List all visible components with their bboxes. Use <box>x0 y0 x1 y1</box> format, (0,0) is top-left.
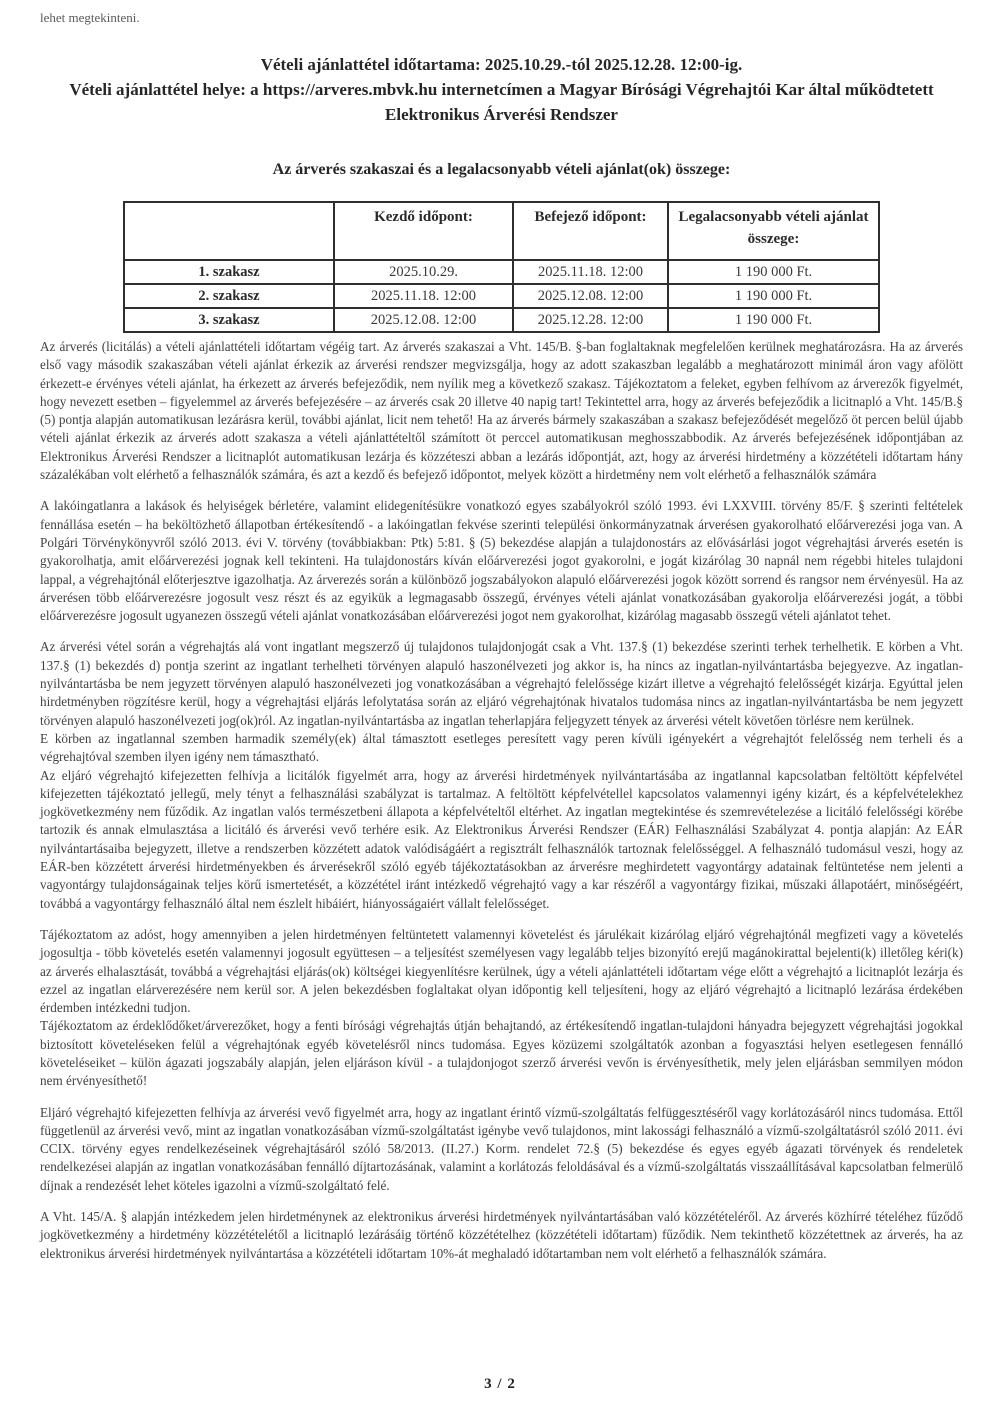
header-stage <box>124 202 334 260</box>
stage-end: 2025.12.28. 12:00 <box>513 308 668 332</box>
legal-paragraph: Tájékoztatom az érdeklődőket/árverezőket, hogy a fenti bírósági végrehajtás útján behajtandó, az értékesítendő ingatlan-tulajdoni hányadra bejegyzett végrehajtási jogokkal biztosított követeléseken felül a végrehajtónak egyéb követelésről nincs tudomása. Egyes közüzemi szolgáltatók azonban a fogyasztási helyen esetlegesen fennálló követeléseiket – külön ágazati jogszabály alapján, jelen eljáráson kívül - a tulajdonjogot szerző árverési vevőn is érvényesíthetik, mely jelen eljárásban semmilyen módon nem érvényesíthető! <box>40 1018 963 1089</box>
stage-label: 3. szakasz <box>124 308 334 332</box>
header-minimum-bid: Legalacsonyabb vételi ajánlat összege: <box>668 202 879 260</box>
table-row <box>124 308 879 332</box>
header-start-time: Kezdő időpont: <box>334 202 513 260</box>
auction-stages-table <box>123 201 880 333</box>
stage-amount: 1 190 000 Ft. <box>668 308 879 332</box>
table-header-row <box>124 202 879 260</box>
stage-label: 1. szakasz <box>124 260 334 284</box>
legal-text-section <box>40 338 963 1263</box>
stage-start: 2025.12.08. 12:00 <box>334 308 513 332</box>
stage-amount: 1 190 000 Ft. <box>668 260 879 284</box>
section-heading: Az árverés szakaszai és a legalacsonyabb vételi ajánlat(ok) összege: <box>272 161 731 178</box>
auction-period-title: Vételi ajánlattétel időtartama: 2025.10.29.-tól 2025.12.28. 12:00-ig. <box>260 55 743 74</box>
legal-paragraph: Az eljáró végrehajtó kifejezetten felhívja a licitálók figyelmét arra, hogy az árverési hirdetmények nyilvántartásába az ingatlannal kapcsolatban feltöltött képfelvétel kifejezetten tájékoztató jellegű, mely tényt a felhasználási szabályzat is tartalmaz. A feltöltött képfelvétellel kapcsolatos valamennyi igény kizárt, és a képfelvételekhez jogkövetkezmény nem fűződik. Az ingatlan valós természetbeni állapota a képfelvételtől eltérhet. Az ingatlan megtekintése és szemrevételezése a licitáló felelősségi körébe tartozik és annak elmulasztása a licitáló és árverési vevő terhére esik. Az Elektronikus Árverési Rendszer (EÁR) Felhasználási Szabályzat 4. pontja alapján: Az EÁR nyilvántartásaiba bejegyzett, illetve a rendszerben közzétett adatok valódiságáért a regisztrált felhasználók tartoznak felelősséggel. A felhasználó tudomásul veszi, hogy az EÁR-ben közzétett árverési hirdetményekben és árverésekről szóló egyéb tájékoztatásokban az árverésre meghirdetett vagyontárgy adatainak feltüntetése nem jelenti a vagyontárgy tulajdonságainak teljes körű ismertetését, a közzététel iránt intézkedő végrehajtó vagy a kar részéről a vagyontárgy fizikai, műszaki állapotáért, minőségéért, továbbá a vagyontárgy felhasználó által nem észlelt hibáiért, hiányosságaiért vállalt felelősséget. <box>40 767 963 911</box>
legal-paragraph: E körben az ingatlannal szemben harmadik személy(ek) által támasztott esetleges peresített vagy peren kívüli igényekért a végrehajtót felelősség nem terheli és a végrehajtóval szemben ilyen igény nem támasztható. <box>40 730 963 765</box>
legal-paragraph: Eljáró végrehajtó kifejezetten felhívja az árverési vevő figyelmét arra, hogy az ingatlant érintő vízmű-szolgáltatás felfüggesztéséről vagy korlátozásáról nincs tudomása. Ettől függetlenül az árverési vevő, mint az ingatlan vonatkozásában vízmű-szolgáltatást igénybe vevő tulajdonos, mint lakossági felhasználó a vízmű-szolgáltatásról szóló 2011. évi CCIX. törvény egyes rendelkezéseinek végrehajtásáról szóló 58/2013. (II.27.) Korm. rendelet 72.§ (5) bekezdése és egyes egyéb ágazati törvények és rendeletek rendelkezései alapján az ingatlan vonatkozásában fennálló díjtartozásának, valamint a korlátozás feloldásával és a vízmű-szolgáltatás visszaállításával kapcsolatban felmerülő díjnak a rendezését lehet köteles igazolni a vízmű-szolgáltató felé. <box>40 1104 963 1193</box>
stage-amount: 1 190 000 Ft. <box>668 284 879 308</box>
stage-start: 2025.10.29. <box>334 260 513 284</box>
stage-end: 2025.11.18. 12:00 <box>513 260 668 284</box>
page-number: 3 / 2 <box>484 1376 516 1392</box>
stage-label: 2. szakasz <box>124 284 334 308</box>
legal-paragraph: Tájékoztatom az adóst, hogy amennyiben a jelen hirdetményen feltüntetett valamennyi követelést és járulékait kizárólag eljáró végrehajtónál megfizeti vagy a követelés jogosultja - több követelés esetén valamennyi jogosult együttesen – a teljesítést személyesen vagy legalább teljes bizonyító erejű magánokirattal bejelenti(k) illetőleg kéri(k) az árverés elhalasztását, továbbá a végrehajtási eljárás(ok) költségei kiegyenlítésre kerülnek, úgy a vételi ajánlattételi időtartam vége előtt a végrehajtó a licitnaplót lezárja és ezzel az ingatlan elárverezésére nem kerül sor. A jelen bekezdésben foglaltakat olyan időpontig kell teljesíteni, hogy az eljáró végrehajtó a licitnapló lezárása érdekében érdemben intézkedni tudjon. <box>40 926 963 1016</box>
auction-place-title: Vételi ajánlattétel helye: a https://arveres.mbvk.hu internetcímen a Magyar Bírósági Végrehajtói Kar által működtetett Elektronikus Árverési Rendszer <box>69 80 934 124</box>
legal-paragraph: A lakóingatlanra a lakások és helyiségek bérletére, valamint elidegenítésükre vonatkozó egyes szabályokról szóló 1993. évi LXXVIII. törvény 85/F. § szerinti feltételek fennállása esetén – ha beköltözhető állapotban értékesítendő - a lakóingatlan fekvése szerinti települési önkormányzatnak árverésen gyakorolható előárverezési joga van. A Polgári Törvénykönyvről szóló 2013. évi V. törvény (továbbiakban: Ptk) 5:81. § (5) bekezdése alapján a tulajdonostárs az elővásárlási jogot végrehajtási árverés esetén is gyakorolhatja, amit előárverezési jognak kell tekinteni. Ha tulajdonostárs kíván előárverezési jogot gyakorolni, e jogát kizárólag 30 napnál nem régebbi hiteles tulajdoni lappal, a végrehajtónál előterjesztve igazolhatja. Az árverezés során a különböző jogszabályokon alapuló előárverezési jogok között sorrend és rangsor nem érvényesül. Ha az árverésen több előárverezésre jogosult vesz részt és az egyikük a legmagasabb összegű, érvényes vételi ajánlat vonatkozásában gyakorolja előárverezési jogát, a többi előárverezésre jogosult ugyanezen összegű vételi ajánlat vonatkozásában előárverezési jogot nem gyakorolhat, kizárólag magasabb összegű vételi ajánlatot tehet. <box>40 498 963 624</box>
legal-paragraph: Az árverési vétel során a végrehajtás alá vont ingatlant megszerző új tulajdonos tulajdonjogát csak a Vht. 137.§ (1) bekezdése szerinti terhek terhelhetik. E körben a Vht. 137.§ (1) bekezdés d) pontja szerint az ingatlant terhelheti törvényen alapuló haszonélvezeti jog akkor is, ha nincs az ingatlan-nyilvántartásba bejegyezve. Az ingatlan-nyilvántartásba be nem jegyzett törvényen alapuló haszonélvezeti jog vonatkozásában a végrehajtó felelőssége kizárt illetve a végrehajtó felelősségét kizárja. Egyúttal jelen hirdetményben rögzítésre kerül, hogy a végrehajtási eljárás lefolytatása során az eljáró végrehajtónak hivatalos tudomása nincs az ingatlan-nyilvántartásba be nem jegyzett törvényen alapuló haszonélvezeti jog(ok)ról. Az ingatlan-nyilvántartásba az ingatlan teherlapjára feljegyzett tények az árverési vételt követően törlésre nem kerülnek. <box>40 639 963 728</box>
stage-start: 2025.11.18. 12:00 <box>334 284 513 308</box>
legal-paragraph: A Vht. 145/A. § alapján intézkedem jelen hirdetménynek az elektronikus árverési hirdetmények nyilvántartásában való közzétételéről. Az árverés közhírré tételéhez fűződő jogkövetkezmény a hirdetmény közzétételétől a licitnapló lezárásáig történő közzétételhez (közzétételi időtartam) fűződik. Nem tekinthető közzétettnek az árverés, ha az elektronikus árverési hirdetmények nyilvántartása a közzétételi időtartam 10%-át meghaladó időtartamban nem volt elérhető a felhasználók számára. <box>40 1209 963 1261</box>
top-note: lehet megtekinteni. <box>40 10 140 25</box>
title-block <box>40 52 963 127</box>
table-row <box>124 260 879 284</box>
legal-paragraph: Az árverés (licitálás) a vételi ajánlattételi időtartam végéig tart. Az árverés szakaszai a Vht. 145/B. §-ban foglaltaknak megfelelően kerülnek meghatározásra. Ha az árverés első vagy második szakaszában vételi ajánlat érkezik az árverési rendszer megvizsgálja, hogy az adott szakaszban legalább a meghatározott minimál áron vagy afölött érkezett-e érvényes vételi ajánlat, ha érkezett az árverés befejeződik, nem nyílik meg a következő szakasz. Tájékoztatom a feleket, egyben felhívom az árverezők figyelmét, hogy nevezett esetben – figyelemmel az árverés befejezésére – az árverés csak 20 illetve 40 napig tart! Tekintettel arra, hogy az árverés befejeződik a licitnapló a Vht. 145/B.§ (5) pontja alapján automatikusan lezárásra kerül, további ajánlat, licit nem tehető! Ha az árverés bármely szakaszában a szakasz befejeződését megelőző öt percen belül újabb vételi ajánlat érkezik az árverés adott szakasza a vételi ajánlattételtől számított öt perccel automatikusan meghosszabbodik. Az árverés befejezésének időpontjában az Elektronikus Árverési Rendszer a licitnaplót automatikusan lezárja és közzéteszi abban a lezárás időpontját, azt, hogy az árverési hirdetmény a közzétételi időtartam hány százalékában volt elérhető a felhasználók számára, és azt a kezdő és befejező időpontot, melyek között a hirdetmény nem volt elérhető a felhasználók számára <box>40 339 963 483</box>
header-end-time: Befejező időpont: <box>513 202 668 260</box>
table-row <box>124 284 879 308</box>
stage-end: 2025.12.08. 12:00 <box>513 284 668 308</box>
